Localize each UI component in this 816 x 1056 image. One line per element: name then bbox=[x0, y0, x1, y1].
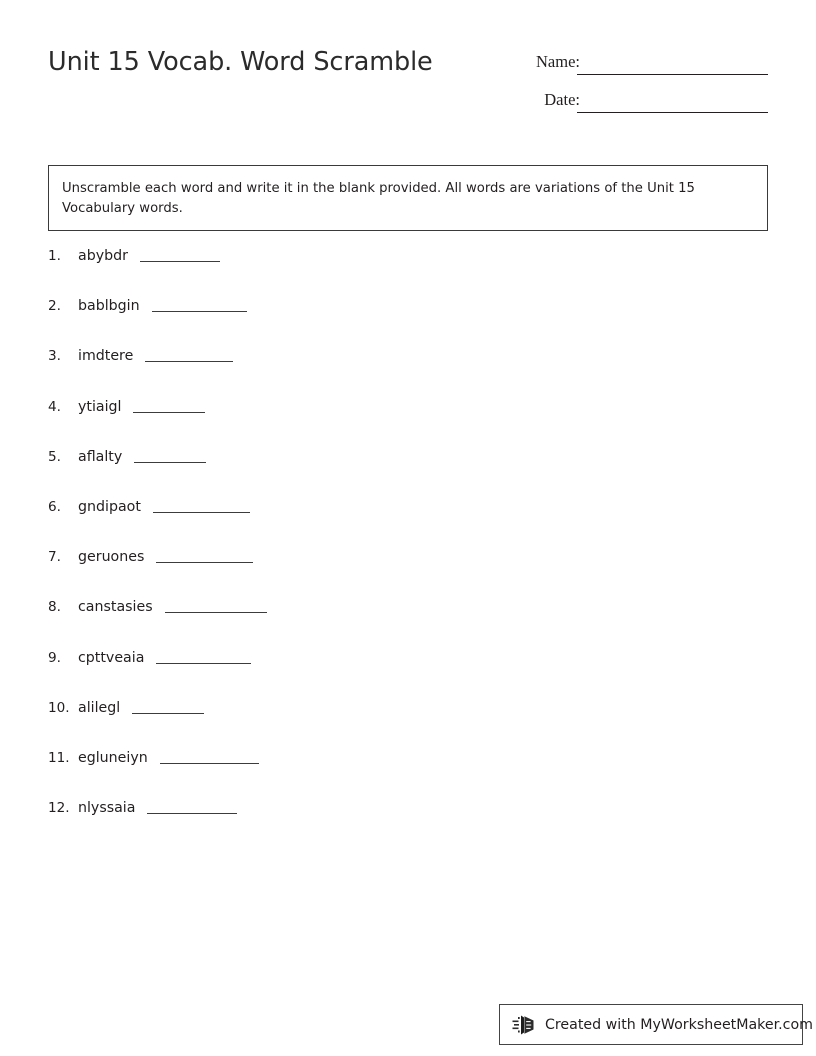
scramble-item-answer-blank[interactable] bbox=[140, 261, 220, 262]
scramble-item-answer-blank[interactable] bbox=[147, 813, 237, 814]
scramble-item-word: bablbgin bbox=[78, 298, 140, 315]
scramble-item-word: abybdr bbox=[78, 248, 128, 264]
scramble-item-number: 12. bbox=[48, 800, 70, 817]
date-field-label: Date: bbox=[544, 90, 580, 109]
scramble-item-answer-blank[interactable] bbox=[145, 361, 233, 362]
scramble-item-word: egluneiyn bbox=[78, 749, 148, 766]
scramble-item-answer-blank[interactable] bbox=[133, 412, 205, 413]
scramble-item bbox=[48, 650, 748, 700]
scramble-item-word: nlyssaia bbox=[78, 800, 136, 817]
scramble-item-number: 10. bbox=[48, 699, 70, 716]
scramble-item-answer-blank[interactable] bbox=[165, 612, 267, 613]
scramble-item-word: gndipaot bbox=[78, 498, 141, 515]
scramble-item-word: canstasies bbox=[78, 599, 153, 616]
scramble-item-number: 3. bbox=[48, 348, 61, 365]
scramble-item-answer-blank[interactable] bbox=[156, 562, 253, 563]
name-date-block bbox=[518, 50, 778, 126]
scramble-item bbox=[48, 449, 748, 499]
scramble-item-number: 2. bbox=[48, 298, 61, 315]
scramble-item bbox=[48, 348, 748, 398]
scramble-list bbox=[48, 248, 748, 850]
scramble-item-answer-blank[interactable] bbox=[153, 512, 250, 513]
scramble-item-word: imdtere bbox=[78, 348, 134, 365]
name-field-row bbox=[518, 50, 778, 88]
scramble-item bbox=[48, 248, 748, 298]
scramble-item-number: 9. bbox=[48, 649, 61, 666]
instructions-box bbox=[48, 165, 768, 231]
scramble-item bbox=[48, 800, 748, 850]
scramble-item-number: 4. bbox=[48, 398, 61, 415]
name-field-label: Name: bbox=[536, 52, 580, 71]
scramble-item-answer-blank[interactable] bbox=[134, 462, 206, 463]
instructions-text: Unscramble each word and write it in the blank provided. All words are variations of the Unit 15 Vocabulary words. bbox=[62, 181, 695, 216]
scramble-item-word: aflalty bbox=[78, 448, 123, 465]
scramble-item bbox=[48, 549, 748, 599]
worksheet-header bbox=[0, 0, 816, 140]
date-field-row bbox=[518, 88, 778, 126]
scramble-item bbox=[48, 599, 748, 649]
scramble-item-word: alilegl bbox=[78, 699, 121, 716]
name-field-input-line[interactable] bbox=[577, 74, 768, 75]
date-field-input-line[interactable] bbox=[577, 112, 768, 113]
scramble-item-number: 6. bbox=[48, 498, 61, 515]
worksheet-maker-logo-icon bbox=[512, 1013, 538, 1037]
scramble-item bbox=[48, 399, 748, 449]
page-title: Unit 15 Vocab. Word Scramble bbox=[48, 47, 433, 77]
scramble-item bbox=[48, 499, 748, 549]
scramble-item-number: 8. bbox=[48, 599, 61, 616]
scramble-item-answer-blank[interactable] bbox=[156, 663, 251, 664]
scramble-item bbox=[48, 298, 748, 348]
scramble-item bbox=[48, 750, 748, 800]
scramble-item-number: 11. bbox=[48, 749, 70, 766]
scramble-item-word: ytiaigl bbox=[78, 398, 122, 415]
scramble-item-answer-blank[interactable] bbox=[160, 763, 259, 764]
scramble-item-number: 5. bbox=[48, 448, 61, 465]
scramble-item-number: 7. bbox=[48, 549, 61, 566]
scramble-item-answer-blank[interactable] bbox=[132, 713, 204, 714]
footer-attribution-text: Created with MyWorksheetMaker.com bbox=[545, 1016, 813, 1033]
scramble-item-answer-blank[interactable] bbox=[152, 311, 247, 312]
scramble-item-number: 1. bbox=[48, 248, 61, 264]
footer-attribution-badge[interactable] bbox=[499, 1004, 813, 1045]
scramble-item-word: geruones bbox=[78, 549, 145, 566]
scramble-item bbox=[48, 700, 748, 750]
scramble-item-word: cpttveaia bbox=[78, 649, 145, 666]
